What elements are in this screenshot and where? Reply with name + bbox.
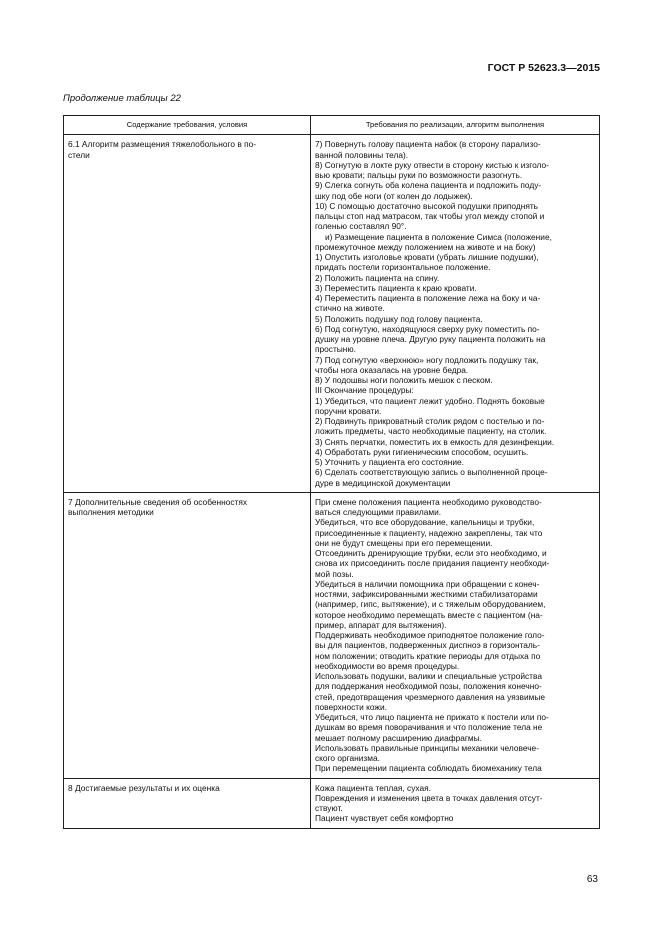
text-line: голенью составлял 90°. (315, 221, 407, 232)
text-line: вью кровати; пальцы руки по возможности разогнуть. (315, 170, 523, 180)
text-line: мешает полному расширению диафрагмы. (315, 732, 482, 743)
text-line: Повреждения и изменения цвета в точках давления отсут- (315, 792, 543, 803)
text-line: дуре в медицинской документации (315, 477, 451, 488)
requirements-table (63, 115, 600, 829)
text-line: 8) Согнутую в локте руку отвести в сторону кистью к изголо- (315, 159, 549, 170)
text-line: 8 Достигаемые результаты и их оценка (68, 782, 220, 793)
text-line: ского организма. (315, 753, 380, 763)
text-line: Отсоединить дренирующие трубки, если это необходимо, и (315, 548, 547, 558)
text-line: 1) Убедиться, что пациент лежит удобно. Поднять боковые (315, 395, 545, 406)
text-line: необходимости во время процедуры. (315, 660, 460, 671)
text-line: поручни кровати. (315, 405, 382, 416)
text-line: поверхности кожи. (315, 701, 387, 712)
text-line: III Окончание процедуры: (315, 385, 414, 396)
text-line: они не будут смещены при его перемещении. (315, 537, 493, 548)
text-line: снова их присоединить после придания пациенту необходи- (315, 558, 550, 569)
text-line: Использовать подушки, валики и специальные устройства (315, 671, 542, 681)
text-line: стично на животе. (315, 303, 385, 314)
text-line: При перемещении пациента соблюдать биомеханику тела (315, 763, 542, 774)
text-line: 6) Сделать соответствующую запись о выполненной проце- (315, 467, 548, 478)
text-line: 6.1 Алгоритм размещения тяжелобольного в по- (68, 139, 257, 150)
text-line: 9) Слегка согнуть оба колена пациента и подложить поду- (315, 180, 542, 191)
table-row (64, 778, 600, 828)
text-line: и) Размещение пациента в положение Симса (положение, (325, 231, 552, 242)
text-line: вы для пациентов, подверженных диспноэ в горизонталь- (315, 640, 540, 651)
text-line: присоединенные к пациенту, надежно закреплены, так что (315, 527, 543, 538)
text-line: душкам во время поворачивания и что положение тела не (315, 722, 543, 733)
algorithm-cell (311, 492, 600, 778)
text-line: Убедиться в наличии помощника при обращении с конеч- (315, 578, 540, 589)
text-line: 7) Повернуть голову пациента набок (в сторону парализо- (315, 139, 541, 150)
column-header-algorithm: Требования по реализации, алгоритм выполнения (311, 116, 600, 135)
text-line: 7) Под согнутую «верхнюю» ногу подложить подушку так, (315, 354, 539, 365)
text-line: придать постели горизонтальное положение. (315, 262, 491, 273)
text-line: 2) Подвинуть прикроватный столик рядом с постелью и по- (315, 416, 545, 426)
requirement-cell (64, 492, 311, 778)
text-line: ствуют. (315, 803, 343, 813)
text-line: 5) Уточнить у пациента его состояние. (315, 457, 464, 467)
text-line: 5) Положить подушку под голову пациента. (315, 313, 483, 324)
text-line: промежуточное между положением на животе и на боку) (315, 241, 536, 252)
text-line: выполнения методики (68, 507, 154, 517)
requirement-cell (64, 135, 311, 493)
text-line: мой позы. (315, 568, 354, 579)
text-line: 1) Опустить изголовье кровати (убрать лишние подушки), (315, 252, 539, 262)
text-line: 4) Переместить пациента в положение лежа на боку и ча- (315, 293, 541, 303)
text-line: чтобы нога оказалась на уровне бедра. (315, 364, 469, 375)
column-header-conditions: Содержание требования, условия (64, 116, 311, 135)
text-line: Поддерживать необходимое приподнятое положение голо- (315, 630, 545, 640)
text-line: 2) Положить пациента на спину. (315, 272, 440, 283)
text-line: ном положении; отводить краткие периоды для отдыха по (315, 650, 541, 661)
text-line: стей, предотвращения чрезмерного давления на уязвимые (315, 691, 546, 702)
text-line: 4) Обработать руки гигиеническим способом, осушить. (315, 446, 529, 457)
text-line: простыню. (315, 344, 356, 355)
text-line: 6) Под согнутую, находящуюся сверху руку поместить по- (315, 323, 540, 334)
text-line: ванной половины тела). (315, 149, 409, 160)
text-line: пример, аппарат для вытяжения). (315, 619, 447, 630)
text-line: При смене положения пациента необходимо руководство- (315, 496, 542, 507)
text-line: 8) У подошвы ноги положить мешок с песком. (315, 375, 493, 385)
text-line: для поддержания необходимой позы, положения конечно- (315, 681, 542, 692)
text-line: шку под обе ноги (от колен до лодыжек). (315, 190, 473, 201)
text-line: 7 Дополнительные сведения об особенностях (68, 496, 248, 507)
text-line: Убедиться, что лицо пациента не прижато к постели или по- (315, 712, 549, 722)
text-line: Кожа пациента теплая, сухая. (315, 782, 431, 793)
text-line: Использовать правильные принципы механики человече- (315, 742, 539, 753)
standard-number: ГОСТ Р 52623.3—2015 (487, 62, 600, 74)
text-line: ностями, зафиксированными жесткими стабилизаторами (315, 589, 538, 599)
text-line: Пациент чувствует себя комфортно (315, 813, 454, 824)
text-line: пальцы стоп над матрасом, так чтобы угол между стопой и (315, 211, 545, 221)
page-number: 63 (586, 874, 598, 885)
text-line: которое необходимо перемещать вместе с пациентом (на- (315, 609, 543, 620)
text-line: (например, гипс, вытяжение), и с тяжелым оборудованием, (315, 599, 546, 610)
requirement-cell (64, 778, 311, 828)
text-line: 3) Переместить пациента к краю кровати. (315, 282, 477, 293)
algorithm-cell (311, 778, 600, 828)
text-line: ваться следующими правилами. (315, 507, 442, 517)
table-row (64, 492, 600, 778)
text-line: Убедиться, что все оборудование, капельницы и трубки, (315, 517, 535, 528)
table-header-row (64, 116, 600, 135)
text-line: ложить предметы, часто необходимые пациенту, на столик. (315, 426, 547, 437)
table-row (64, 135, 600, 493)
text-line: душку на уровне плеча. Другую руку пациента положить на (315, 334, 546, 344)
text-line: 3) Снять перчатки, поместить их в емкость для дезинфекции. (315, 436, 555, 447)
algorithm-cell (311, 135, 600, 493)
text-line: 10) С помощью достаточно высокой подушки приподнять (315, 200, 539, 211)
text-line: стели (68, 149, 90, 160)
table-caption: Продолжение таблицы 22 (63, 93, 181, 104)
